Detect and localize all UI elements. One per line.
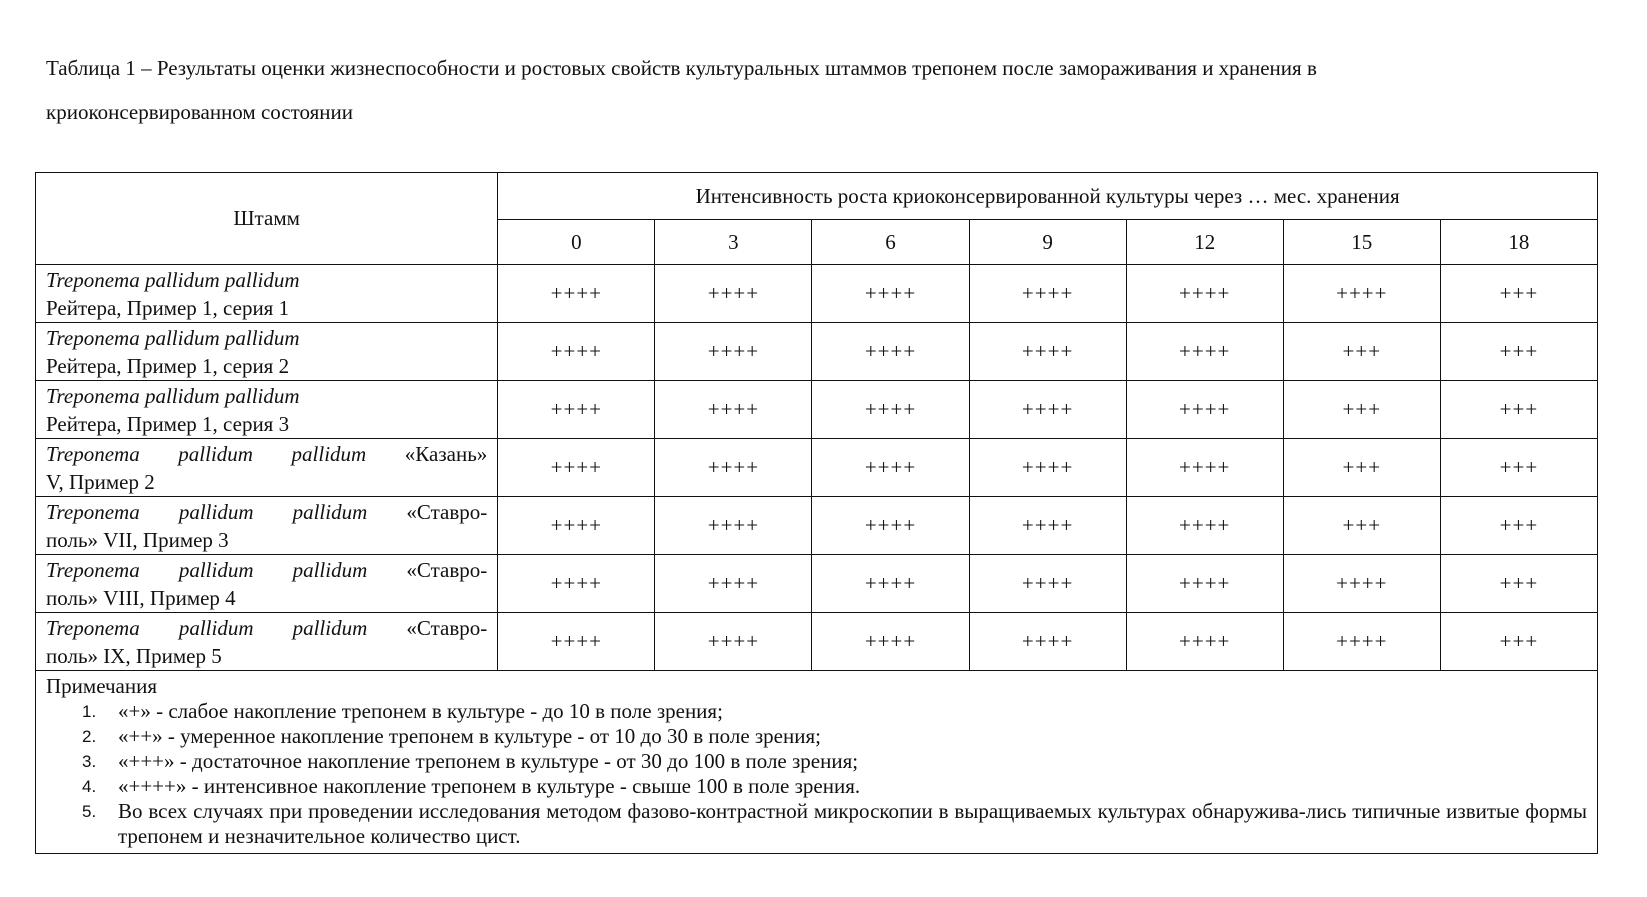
table-row [36,439,1598,497]
growth-value-cell: ++++ [655,439,812,497]
notes-title: Примечания [46,674,158,698]
strain-species [46,382,487,410]
strain-species [46,324,487,352]
strain-species [46,498,487,526]
growth-value-cell: +++ [1440,555,1597,613]
strain-name-suffix: «Казань» [404,441,488,466]
note-number: 4. [82,777,97,796]
growth-value-cell: ++++ [498,323,655,381]
growth-value-cell: ++++ [655,613,812,671]
growth-value-cell: +++ [1440,613,1597,671]
strain-species-name: Treponema pallidum pallidum [46,383,300,408]
strain-details: поль» VII, Пример 3 [46,527,229,552]
month-header-3: 3 [655,220,812,265]
strain-name-suffix: «Ставро- [406,557,488,582]
strain-species-name: Treponema pallidum pallidum [46,325,300,350]
growth-value-cell: ++++ [1126,381,1283,439]
growth-value-cell: +++ [1283,497,1440,555]
table-row [36,381,1598,439]
growth-value-cell: ++++ [1126,439,1283,497]
growth-value-cell: ++++ [969,613,1126,671]
note-text: «++++» - интенсивное накопление трепонем в культуре - свыше 100 в поле зрения. [118,774,861,798]
note-text: «++» - умеренное накопление трепонем в культуре - от 10 до 30 в поле зрения; [118,724,821,748]
strain-cell [36,439,498,497]
growth-value-cell: ++++ [812,613,969,671]
note-text: «+» - слабое накопление трепонем в культуре - до 10 в поле зрения; [118,699,723,723]
strain-species [46,556,487,584]
strain-details: поль» VIII, Пример 4 [46,585,236,610]
growth-value-cell: ++++ [812,381,969,439]
growth-value-cell: ++++ [969,265,1126,323]
table-row [36,265,1598,323]
growth-value-cell: ++++ [812,265,969,323]
strain-species [46,266,487,294]
month-header-15: 15 [1283,220,1440,265]
growth-value-cell: +++ [1440,323,1597,381]
strain-species-name: Treponema pallidum pallidum [46,615,368,640]
strain-name-suffix: «Ставро- [406,615,488,640]
strain-cell [36,323,498,381]
growth-value-cell: ++++ [655,265,812,323]
strain-species-name: Treponema pallidum pallidum [46,557,368,582]
strain-name-suffix: «Ставро- [406,499,488,524]
strain-details: поль» IX, Пример 5 [46,643,222,668]
growth-value-cell: ++++ [498,439,655,497]
growth-value-cell: ++++ [1283,555,1440,613]
note-number: 3. [82,752,97,771]
strain-species-name: Treponema pallidum pallidum [46,267,300,292]
table-row [36,323,1598,381]
growth-value-cell: ++++ [969,381,1126,439]
growth-value-cell: ++++ [498,497,655,555]
note-text: Во всех случаях при проведении исследования методом фазово-контрастной микроскопии в выращиваемых культурах обнаружива-лись типичные извитые формы трепонем и незначительное количество цист. [118,799,1587,848]
growth-value-cell: ++++ [498,613,655,671]
strain-species [46,440,487,468]
note-item [46,724,1587,749]
note-number: 2. [82,727,97,746]
growth-value-cell: ++++ [1126,323,1283,381]
growth-value-cell: ++++ [969,439,1126,497]
strain-details: Рейтера, Пример 1, серия 3 [46,411,290,436]
growth-value-cell: ++++ [498,265,655,323]
note-number: 5. [82,802,97,821]
strain-cell [36,555,498,613]
growth-value-cell: +++ [1440,381,1597,439]
note-item [46,699,1587,724]
strain-details: Рейтера, Пример 1, серия 1 [46,295,290,320]
growth-value-cell: ++++ [655,497,812,555]
growth-value-cell: ++++ [655,381,812,439]
growth-value-cell: ++++ [655,323,812,381]
growth-value-cell: +++ [1283,439,1440,497]
growth-value-cell: ++++ [1126,265,1283,323]
strain-species [46,614,487,642]
strain-cell [36,381,498,439]
growth-value-cell: ++++ [969,323,1126,381]
growth-value-cell: +++ [1440,497,1597,555]
strain-details: V, Пример 2 [46,469,155,494]
table-row [36,497,1598,555]
results-table [35,172,1598,854]
table-caption [46,46,1606,134]
table-row [36,555,1598,613]
note-item [46,749,1587,774]
growth-value-cell: ++++ [812,497,969,555]
growth-value-cell: ++++ [1283,265,1440,323]
strain-cell [36,265,498,323]
strain-details: Рейтера, Пример 1, серия 2 [46,353,290,378]
month-header-18: 18 [1440,220,1597,265]
notes-section [36,671,1598,854]
note-number: 1. [82,702,97,721]
growth-value-cell: ++++ [1126,613,1283,671]
month-header-9: 9 [969,220,1126,265]
strain-column-header: Штамм [36,173,498,265]
note-text: «+++» - достаточное накопление трепонем в культуре - от 30 до 100 в поле зрения; [118,749,859,773]
growth-value-cell: ++++ [969,497,1126,555]
month-header-0: 0 [498,220,655,265]
note-item [46,799,1587,849]
caption-line-1: Таблица 1 – Результаты оценки жизнеспособности и ростовых свойств культуральных штаммов трепонем после замораживания и хранения в [46,56,1317,80]
growth-value-cell: ++++ [812,555,969,613]
caption-line-2: криоконсервированном состоянии [46,100,353,124]
growth-value-cell: ++++ [812,323,969,381]
growth-value-cell: ++++ [1283,613,1440,671]
growth-value-cell: ++++ [498,555,655,613]
growth-value-cell: ++++ [1126,497,1283,555]
growth-value-cell: +++ [1283,323,1440,381]
table-body [36,265,1598,671]
growth-value-cell: +++ [1440,439,1597,497]
growth-value-cell: ++++ [498,381,655,439]
strain-cell [36,613,498,671]
strain-cell [36,497,498,555]
growth-value-cell: ++++ [812,439,969,497]
month-header-12: 12 [1126,220,1283,265]
table-row [36,613,1598,671]
growth-intensity-header: Интенсивность роста криоконсервированной культуры через … мес. хранения [498,173,1598,220]
note-item [46,774,1587,799]
notes-list [46,699,1587,849]
growth-value-cell: ++++ [1126,555,1283,613]
strain-species-name: Treponema pallidum pallidum [46,441,367,466]
strain-species-name: Treponema pallidum pallidum [46,499,368,524]
growth-value-cell: ++++ [655,555,812,613]
month-header-6: 6 [812,220,969,265]
growth-value-cell: +++ [1440,265,1597,323]
growth-value-cell: ++++ [969,555,1126,613]
growth-value-cell: +++ [1283,381,1440,439]
